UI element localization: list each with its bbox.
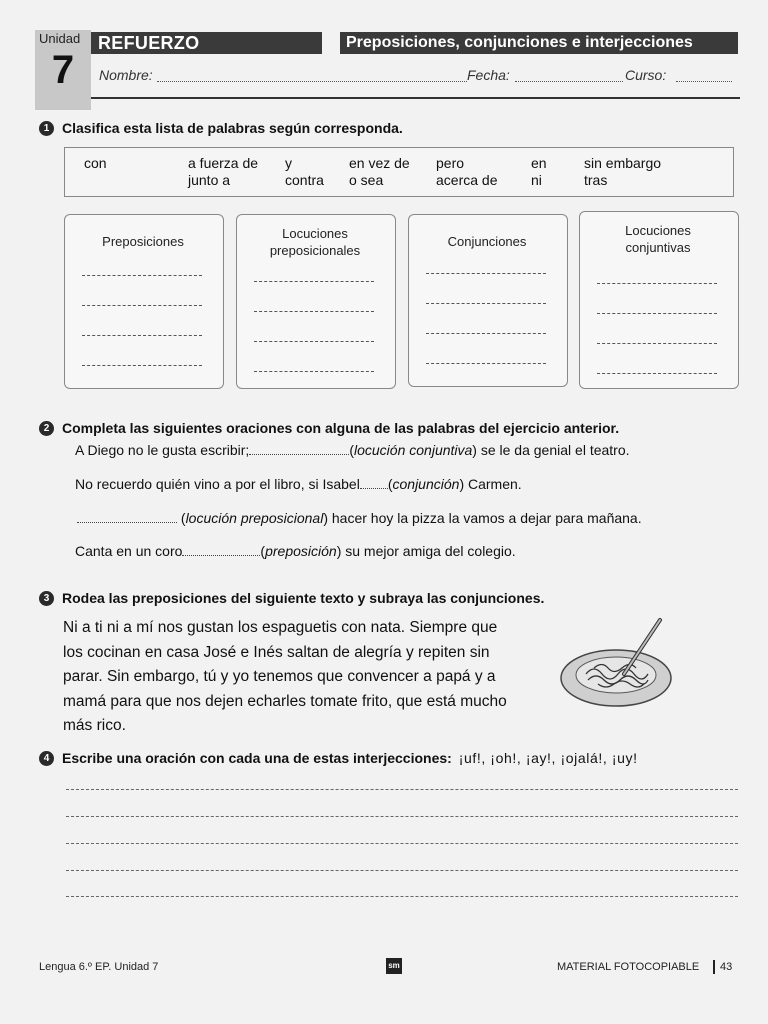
writing-line[interactable] <box>66 789 738 790</box>
question-4-instruction: Escribe una oración con cada una de estas interjecciones: ¡uf!, ¡oh!, ¡ay!, ¡ojalá!, ¡uy! <box>62 750 638 766</box>
answer-line[interactable] <box>597 283 717 284</box>
footer-book-reference: Lengua 6.º EP. Unidad 7 <box>39 961 159 973</box>
interjections-list: ¡uf!, ¡oh!, ¡ay!, ¡ojalá!, ¡uy! <box>458 750 638 766</box>
word: con <box>84 155 107 171</box>
word: pero <box>436 155 465 171</box>
blank-field[interactable] <box>249 442 349 455</box>
category-title: Locuciones preposicionales <box>269 226 361 258</box>
answer-line[interactable] <box>254 281 374 282</box>
word: o sea <box>349 172 384 188</box>
blank-field[interactable] <box>77 510 177 523</box>
course-label: Curso: <box>625 67 667 83</box>
question-1-instruction: Clasifica esta lista de palabras según corresponda. <box>62 120 403 136</box>
answer-line[interactable] <box>597 373 717 374</box>
category-title: Preposiciones <box>102 234 184 249</box>
section-title: REFUERZO <box>98 33 200 53</box>
sentence-1: A Diego no le gusta escribir; (locución conjuntiva) se le da genial el teatro. <box>75 442 630 458</box>
question-2-instruction: Completa las siguientes oraciones con alguna de las palabras del ejercicio anterior. <box>62 420 620 436</box>
course-field[interactable] <box>676 67 732 82</box>
sentence-2: No recuerdo quién vino a por el libro, si Isabel (conjunción) Carmen. <box>75 476 522 492</box>
answer-line[interactable] <box>597 343 717 344</box>
answer-line[interactable] <box>426 363 546 364</box>
page-number: 43 <box>720 961 733 973</box>
name-field[interactable] <box>157 67 467 82</box>
question-4-number: 4 <box>39 751 54 766</box>
publisher-logo: sm <box>386 958 402 974</box>
writing-line[interactable] <box>66 816 738 817</box>
answer-line[interactable] <box>426 303 546 304</box>
date-field[interactable] <box>515 67 623 82</box>
unit-label: Unidad <box>39 31 81 46</box>
word: en vez de <box>349 155 410 171</box>
word: y <box>285 155 292 171</box>
word: sin embargo <box>584 155 662 171</box>
footer-divider <box>713 960 715 974</box>
writing-line[interactable] <box>66 896 738 897</box>
writing-line[interactable] <box>66 843 738 844</box>
category-title: Conjunciones <box>447 234 527 249</box>
question-2-number: 2 <box>39 421 54 436</box>
writing-line[interactable] <box>66 870 738 871</box>
spaghetti-plate-illustration <box>558 612 680 712</box>
question-3-instruction: Rodea las preposiciones del siguiente texto y subraya las conjunciones. <box>62 590 545 606</box>
reading-text: Ni a ti ni a mí nos gustan los espaguetis con nata. Siempre que los cocinan en casa José e Inés saltan de alegría y repiten sin parar. Sin embargo, tú y yo tenemos que convencer a papá y a mamá para que nos dejen echarles tomate frito, que está mucho más rico. <box>63 619 507 734</box>
answer-line[interactable] <box>254 371 374 372</box>
word: ni <box>531 172 542 188</box>
answer-line[interactable] <box>82 305 202 306</box>
category-title: Locuciones conjuntivas <box>625 223 691 255</box>
word: en <box>531 155 547 171</box>
answer-line[interactable] <box>82 335 202 336</box>
question-3-number: 3 <box>39 591 54 606</box>
word: contra <box>285 172 324 188</box>
answer-line[interactable] <box>82 365 202 366</box>
sentence-4: Canta en un coro (preposición) su mejor amiga del colegio. <box>75 543 516 559</box>
answer-line[interactable] <box>254 311 374 312</box>
word: junto a <box>188 172 231 188</box>
date-label: Fecha: <box>467 67 510 83</box>
answer-line[interactable] <box>426 273 546 274</box>
footer-photocopiable: MATERIAL FOTOCOPIABLE <box>557 961 700 973</box>
blank-field[interactable] <box>182 543 260 556</box>
topic-title: Preposiciones, conjunciones e interjecciones <box>346 34 693 51</box>
answer-line[interactable] <box>254 341 374 342</box>
unit-number: 7 <box>51 48 75 92</box>
sentence-3: (locución preposicional) hacer hoy la pizza la vamos a dejar para mañana. <box>77 510 642 526</box>
blank-field[interactable] <box>360 476 388 489</box>
answer-line[interactable] <box>426 333 546 334</box>
word: a fuerza de <box>188 155 259 171</box>
answer-line[interactable] <box>597 313 717 314</box>
header-rule <box>91 97 740 99</box>
name-label: Nombre: <box>99 67 153 83</box>
word: acerca de <box>436 172 498 188</box>
question-1-number: 1 <box>39 121 54 136</box>
word: tras <box>584 172 608 188</box>
answer-line[interactable] <box>82 275 202 276</box>
